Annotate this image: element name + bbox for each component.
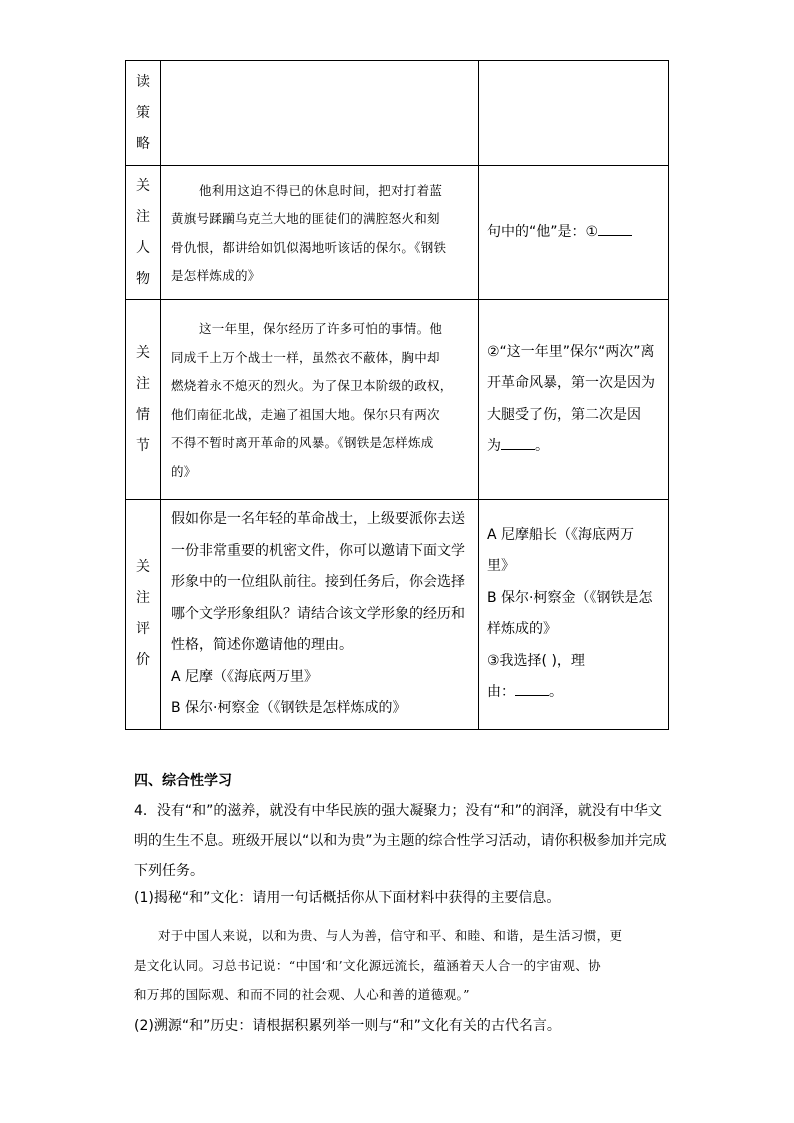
- label-char: 人: [136, 239, 150, 256]
- material-line: 他们南征北战，走遍了祖国大地。保尔只有两次: [171, 406, 440, 422]
- prompt-line: 性格，简述你邀请他的理由。: [171, 637, 353, 653]
- label-char: 情: [136, 406, 150, 423]
- question-cell-character: [479, 166, 669, 300]
- section-title: 四、综合性学习: [134, 773, 232, 789]
- options-cell-evaluation: [479, 500, 669, 730]
- intro-line: 明的生生不息。班级开展以“以和为贵”为主题的综合性学习活动，请你积极参加并完成: [134, 833, 667, 849]
- row-label-focus-evaluation: [126, 500, 161, 730]
- question-line: ②“这一年里”保尔“两次”离: [487, 343, 655, 360]
- material-line: 是怎样炼成的》: [171, 268, 261, 283]
- question-4-intro: [134, 796, 674, 886]
- label-char: 策: [136, 104, 150, 121]
- option-line: 里》: [487, 558, 515, 575]
- material-line: 不得不暂时离开革命的风暴。《钢铁是怎样炼成: [171, 435, 434, 450]
- row-label-focus-character: [126, 166, 161, 300]
- label-char: 评: [136, 621, 150, 638]
- material-line: 的》: [171, 463, 197, 479]
- material-line: 同成千上万个战士一样，虽然衣不蔽体，胸中却: [171, 349, 440, 365]
- quote-line: 是文化认同。习总书记说：“中国‘和’文化源远流长，蕴涵着天人合一的宇宙观、协: [134, 957, 602, 973]
- reason-end: 。: [549, 684, 563, 701]
- option-line: A 尼摩船长（《海底两万: [487, 526, 635, 543]
- prompt-line: 一份非常重要的机密文件，你可以邀请下面文学: [171, 542, 465, 559]
- material-cell-plot: [161, 300, 479, 500]
- task-1: (1)揭秘“和”文化：请用一句话概括你从下面材料中获得的主要信息。: [134, 890, 561, 906]
- table-row-strategy: [126, 61, 669, 166]
- reading-strategy-table: [125, 60, 669, 730]
- label-char: 价: [136, 652, 150, 669]
- empty-cell: [161, 61, 479, 166]
- row-label-focus-plot: [126, 300, 161, 500]
- prompt-option-b: B 保尔·柯察金（《钢铁是怎样炼成的》: [171, 700, 407, 716]
- intro-line: 下列任务。: [134, 863, 204, 879]
- table-row-character: [126, 166, 669, 300]
- material-line: 这一年里，保尔经历了许多可怕的事情。他: [199, 321, 443, 336]
- reason-label: 由：: [487, 684, 515, 701]
- label-char: 注: [136, 590, 150, 607]
- question-end: 。: [535, 438, 549, 454]
- empty-cell: [479, 61, 669, 166]
- quote-line: 和万邦的国际观、和而不同的社会观、人心和善的道德观。”: [134, 987, 470, 1002]
- label-char: 读: [136, 73, 150, 90]
- label-char: 注: [136, 375, 150, 392]
- prompt-cell-evaluation: [161, 500, 479, 730]
- material-line: 骨仇恨，都讲给如饥似渴地听该话的保尔。《钢铁: [171, 239, 447, 255]
- label-char: 节: [136, 437, 150, 454]
- prompt-line: 哪个文学形象组队？请结合该文学形象的经历和: [171, 605, 465, 622]
- label-char: 略: [136, 135, 150, 152]
- intro-line: 4．没有“和”的滋养，就没有中华民族的强大凝聚力；没有“和”的润泽，就没有中华文: [134, 803, 662, 819]
- option-line: 样炼成的》: [487, 621, 557, 638]
- label-char: 关: [136, 559, 150, 576]
- question-line: 为: [487, 438, 501, 454]
- label-char: 关: [136, 344, 150, 361]
- material-line: 黄旗号蹂躏乌克兰大地的匪徒们的满腔怒火和刻: [171, 211, 440, 226]
- question-line: 开革命风暴，第一次是因为: [487, 375, 655, 391]
- material-line: 他利用这迫不得已的休息时间，把对打着蓝: [199, 182, 443, 198]
- answer-blank-3[interactable]: [515, 681, 549, 696]
- table-row-evaluation: [126, 500, 669, 730]
- answer-blank-2[interactable]: [501, 435, 535, 450]
- question-text: 句中的“他”是：①: [487, 223, 599, 240]
- prompt-line: 假如你是一名年轻的革命战士，上级要派你去送: [171, 511, 465, 527]
- table-row-plot: [126, 300, 669, 500]
- answer-blank-1[interactable]: [598, 221, 632, 236]
- material-line: 燃烧着永不熄灭的烈火。为了保卫本阶级的政权，: [171, 378, 453, 393]
- row-label-reading-strategy: [126, 61, 161, 166]
- question-line: 大腿受了伤，第二次是因: [487, 406, 641, 423]
- task-2: (2)溯源“和”历史：请根据积累列举一则与“和”文化有关的古代名言。: [134, 1018, 561, 1034]
- label-char: 注: [136, 208, 150, 225]
- label-char: 关: [136, 177, 150, 194]
- material-cell-character: [161, 166, 479, 300]
- prompt-option-a: A 尼摩（《海底两万里》: [171, 668, 319, 685]
- option-line: B 保尔·柯察金（《钢铁是怎: [487, 589, 653, 606]
- quote-line: 对于中国人来说，以和为贵、与人为善，信守和平、和睦、和谐，是生活习惯，更: [158, 928, 623, 943]
- prompt-line: 形象中的一位组队前往。接到任务后，你会选择: [171, 574, 465, 590]
- question-cell-plot: [479, 300, 669, 500]
- choice-line[interactable]: ③我选择( )，理: [487, 652, 585, 669]
- quoted-material: [134, 921, 674, 1010]
- label-char: 物: [136, 270, 150, 287]
